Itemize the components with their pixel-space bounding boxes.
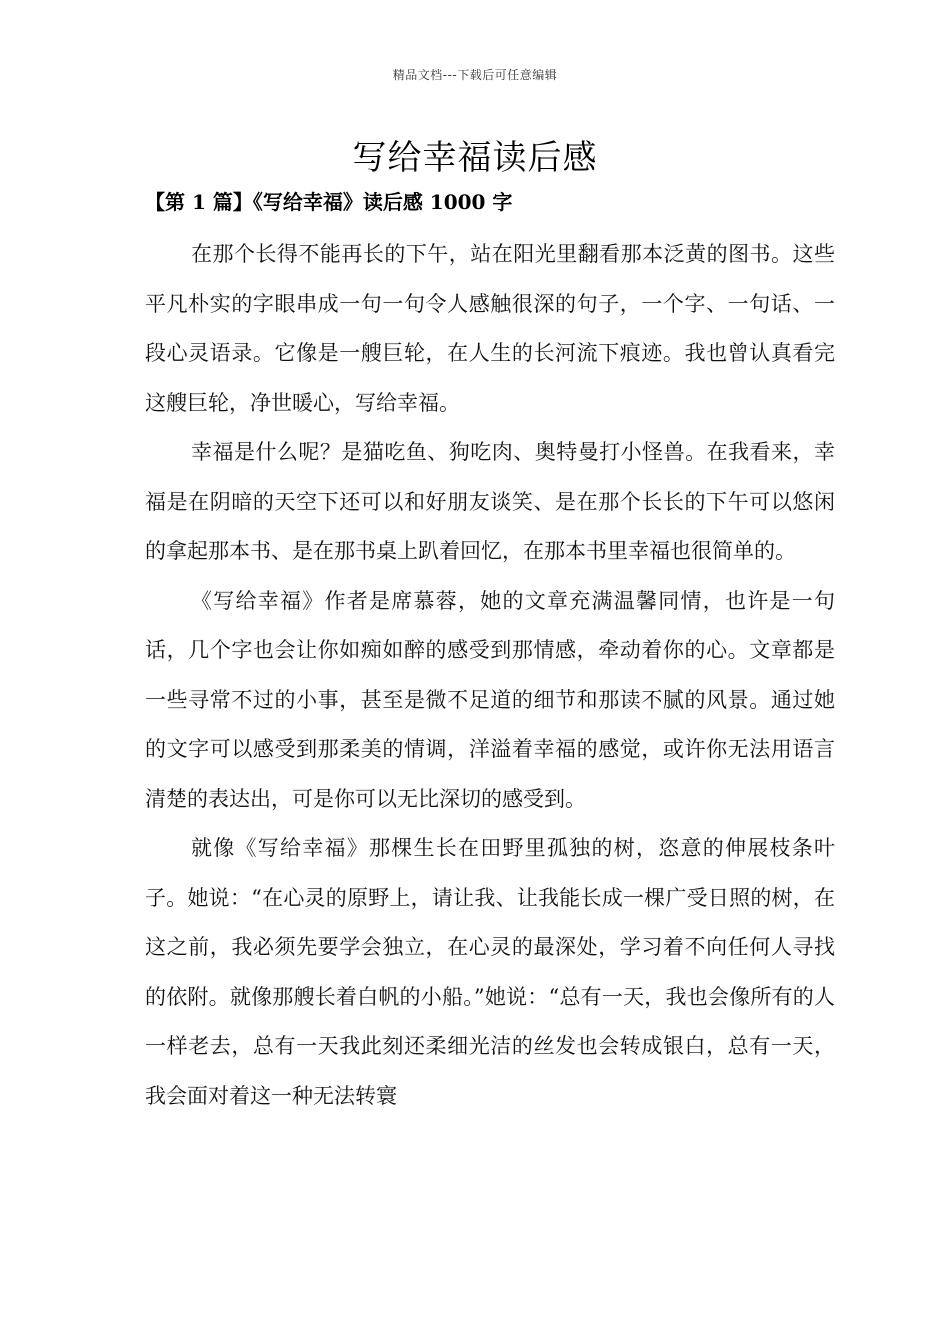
paragraph-3: 《写给幸福》作者是席慕蓉，她的文章充满温馨同情，也许是一句话，几个字也会让你如痴如醉的感受到那情感，牵动着你的心。文章都是一些寻常不过的小事，甚至是微不足道的细节和那读不腻的风景。通过她的文字可以感受到那柔美的情调，洋溢着幸福的感觉，或许你无法用语言清楚的表达出，可是你可以无比深切的感受到。 bbox=[145, 588, 835, 811]
header-note: 精品文档---下载后可任意编辑 bbox=[392, 68, 558, 82]
body-text bbox=[145, 230, 835, 1121]
paragraph-1: 在那个长得不能再长的下午，站在阳光里翻看那本泛黄的图书。这些平凡朴实的字眼串成一句一句令人感触很深的句子，一个字、一句话、一段心灵语录。它像是一艘巨轮，在人生的长河流下痕迹。我也曾认真看完这艘巨轮，净世暖心，写给幸福。 bbox=[145, 242, 835, 415]
paragraph-2: 幸福是什么呢？是猫吃鱼、狗吃肉、奥特曼打小怪兽。在我看来，幸福是在阴暗的天空下还可以和好朋友谈笑、是在那个长长的下午可以悠闲的拿起那本书、是在那书桌上趴着回忆，在那本书里幸福也很简单的。 bbox=[145, 440, 835, 563]
section-heading: 【第 1 篇】《写给幸福》读后感 1000 字 bbox=[145, 190, 513, 214]
document-title: 写给幸福读后感 bbox=[352, 138, 598, 178]
paragraph-4: 就像《写给幸福》那棵生长在田野里孤独的树，恣意的伸展枝条叶子。她说：“在心灵的原野上，请让我、让我能长成一棵广受日照的树，在这之前，我必须先要学会独立，在心灵的最深处，学习着不向任何人寻找的依附。就像那艘长着白帆的小船。”她说：“总有一天，我也会像所有的人一样老去，总有一天我此刻还柔细光洁的丝发也会转成银白，总有一天，我会面对着这一种无法转寰 bbox=[145, 836, 835, 1108]
